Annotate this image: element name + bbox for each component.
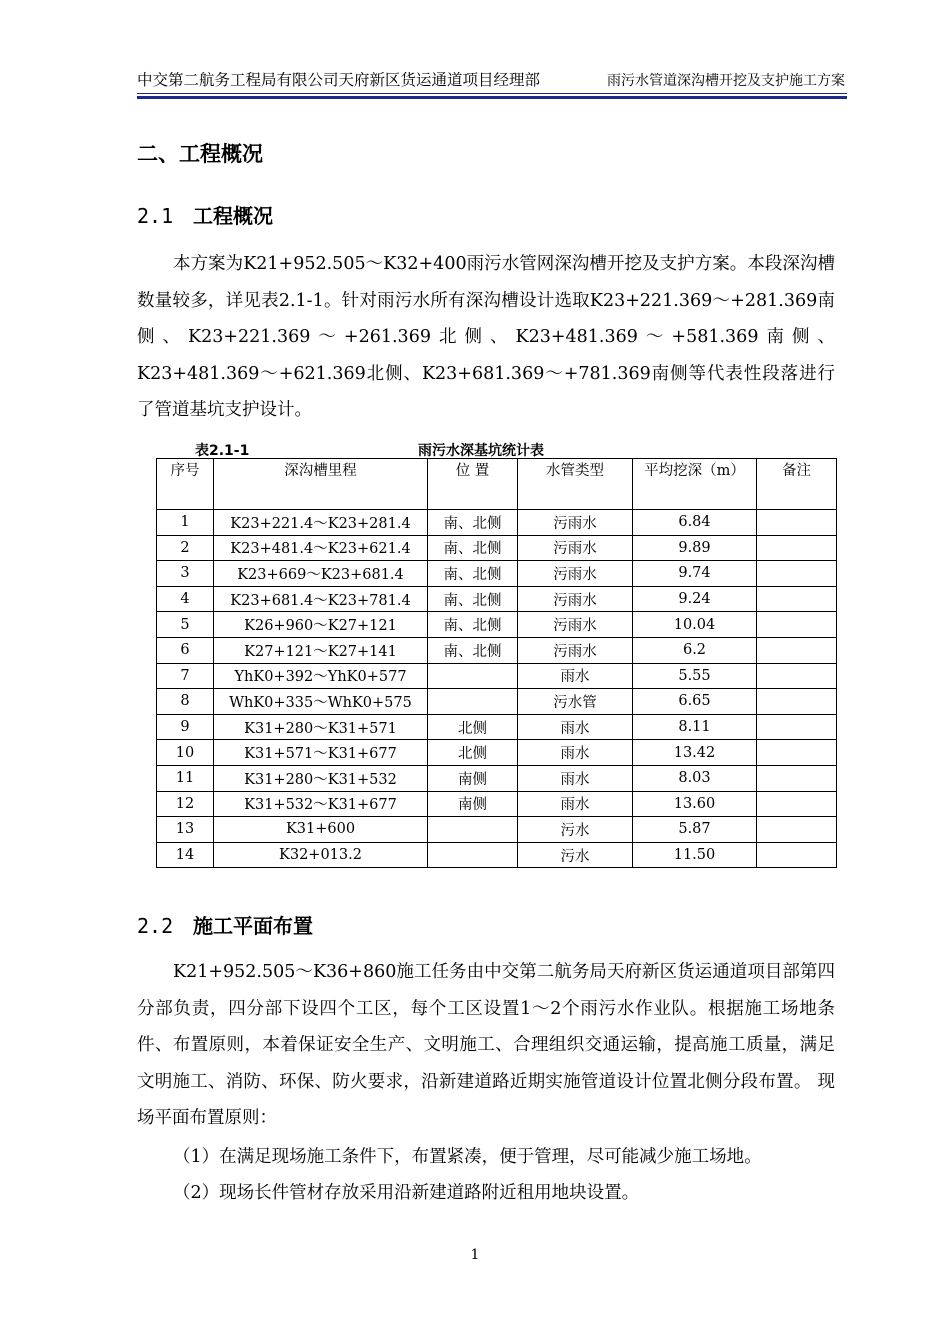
list-item-2-text: （2）现场长件管材存放采用沿新建道路附近租用地块设置。: [173, 1183, 640, 1203]
table-cell: [757, 689, 837, 715]
table-cell: K23+481.4～K23+621.4: [214, 535, 428, 561]
heading-2-2: [137, 910, 313, 939]
table-body: [157, 510, 837, 868]
table-cell: K31+571～K31+677: [214, 740, 428, 766]
table-row: [157, 612, 837, 638]
table-cell: 南、北侧: [428, 612, 518, 638]
table-cell: 12: [157, 791, 214, 817]
table-cell: 污雨水: [518, 510, 633, 536]
table-cell: 雨水: [518, 740, 633, 766]
table-cell: 4: [157, 586, 214, 612]
table-cell: [757, 817, 837, 843]
table-cell: 14: [157, 842, 214, 868]
table-cell: [757, 740, 837, 766]
header-company: 中交第二航务工程局有限公司天府新区货运通道项目经理部: [137, 71, 541, 89]
table-cell: 8.03: [633, 765, 757, 791]
stats-table: [156, 458, 837, 868]
table-cell: [757, 842, 837, 868]
header-cell: 水管类型: [518, 459, 633, 510]
table-cell: 10.04: [633, 612, 757, 638]
table-cell: K31+532～K31+677: [214, 791, 428, 817]
table-cell: 13.60: [633, 791, 757, 817]
table-cell: 污水管: [518, 689, 633, 715]
table-cell: [757, 765, 837, 791]
table-row: [157, 765, 837, 791]
table-row: [157, 714, 837, 740]
table-cell: WhK0+335～WhK0+575: [214, 689, 428, 715]
table-cell: 雨水: [518, 791, 633, 817]
table-cell: [428, 689, 518, 715]
table-cell: 13.42: [633, 740, 757, 766]
table-label: 表2.1-1: [195, 443, 250, 459]
table-cell: 污雨水: [518, 561, 633, 587]
table-cell: YhK0+392～YhK0+577: [214, 663, 428, 689]
table-cell: K23+669～K23+681.4: [214, 561, 428, 587]
table-cell: 5.55: [633, 663, 757, 689]
header-doc-title: 雨污水管道深沟槽开挖及支护施工方案: [607, 73, 845, 89]
table-cell: 2: [157, 535, 214, 561]
header-rule-thick: [137, 96, 847, 99]
table-cell: 雨水: [518, 765, 633, 791]
table-row: [157, 842, 837, 868]
table-cell: [428, 842, 518, 868]
table-row: [157, 663, 837, 689]
table-row: [157, 535, 837, 561]
table-cell: [757, 612, 837, 638]
table-cell: K23+681.4～K23+781.4: [214, 586, 428, 612]
table-cell: 11.50: [633, 842, 757, 868]
table-cell: [428, 817, 518, 843]
table-cell: 8.11: [633, 714, 757, 740]
table-cell: [757, 510, 837, 536]
table-row: [157, 637, 837, 663]
table-cell: 南、北侧: [428, 561, 518, 587]
paragraph-2-1-text: 本方案为K21+952.505〜K32+400雨污水管网深沟槽开挖及支护方案。本段深沟槽数量较多，详见表2.1-1。针对雨污水所有深沟槽设计选取K23+221.369～+281.369南侧、K23+221.369～+261.369北侧、K23+481.369～+581.369南侧、K23+481.369～+621.369北侧、K23+681.369～+781.369南侧等代表性段落进行了管道基坑支护设计。: [137, 254, 835, 420]
table-cell: 10: [157, 740, 214, 766]
table-cell: 南、北侧: [428, 586, 518, 612]
table-cell: 北侧: [428, 714, 518, 740]
table-cell: K31+280～K31+571: [214, 714, 428, 740]
table-cell: 污水: [518, 817, 633, 843]
table-cell: 南侧: [428, 791, 518, 817]
table-cell: 9.89: [633, 535, 757, 561]
header-cell: 平均挖深（m）: [633, 459, 757, 510]
table-cell: [757, 586, 837, 612]
table-cell: 6: [157, 637, 214, 663]
table-cell: 9.74: [633, 561, 757, 587]
table-cell: 雨水: [518, 714, 633, 740]
table-cell: 6.84: [633, 510, 757, 536]
list-item-1: [137, 1139, 835, 1176]
table-row: [157, 689, 837, 715]
header-rule-thin: [137, 93, 847, 94]
table-cell: [428, 663, 518, 689]
table-cell: 5: [157, 612, 214, 638]
table-cell: 污雨水: [518, 612, 633, 638]
table-row: [157, 817, 837, 843]
heading-2-1-number: 2.1: [137, 204, 174, 228]
table-row: [157, 740, 837, 766]
table-cell: [757, 561, 837, 587]
paragraph-2-2-text: K21+952.505～K36+860施工任务由中交第二航务局天府新区货运通道项目部第四分部负责，四分部下设四个工区，每个工区设置1～2个雨污水作业队。根据施工场地条件、布置原则，本着保证安全生产、文明施工、合理组织交通运输，提高施工质量，满足文明施工、消防、环保、防火要求，沿新建道路近期实施管道设计位置北侧分段布置。 现场平面布置原则：: [137, 962, 835, 1128]
table-cell: 8: [157, 689, 214, 715]
table-cell: 南、北侧: [428, 535, 518, 561]
table-cell: 9: [157, 714, 214, 740]
table-row: [157, 586, 837, 612]
paragraph-2-2: [137, 954, 835, 1137]
table-cell: 3: [157, 561, 214, 587]
table-cell: 5.87: [633, 817, 757, 843]
page-number: 1: [470, 1247, 480, 1263]
heading-2-1-title: 工程概况: [193, 204, 273, 228]
table-cell: 污雨水: [518, 586, 633, 612]
table-cell: [757, 791, 837, 817]
table-cell: K31+280～K31+532: [214, 765, 428, 791]
heading-2-2-title: 施工平面布置: [193, 914, 313, 938]
table-cell: 9.24: [633, 586, 757, 612]
header-cell: 位 置: [428, 459, 518, 510]
table-cell: K31+600: [214, 817, 428, 843]
table-cell: K23+221.4～K23+281.4: [214, 510, 428, 536]
table-cell: 11: [157, 765, 214, 791]
table-cell: [757, 663, 837, 689]
table-row: [157, 510, 837, 536]
table-cell: 13: [157, 817, 214, 843]
table-cell: 北侧: [428, 740, 518, 766]
table-cell: 7: [157, 663, 214, 689]
table-header-row: [157, 459, 837, 510]
list-item-1-text: （1）在满足现场施工条件下，布置紧凑，便于管理，尽可能减少施工场地。: [173, 1147, 762, 1167]
section-title: 二、工程概况: [137, 142, 263, 166]
table-title: 雨污水深基坑统计表: [418, 443, 544, 459]
paragraph-2-1: [137, 246, 835, 429]
table-row: [157, 561, 837, 587]
table-cell: K32+013.2: [214, 842, 428, 868]
table-cell: 6.2: [633, 637, 757, 663]
table-cell: [757, 637, 837, 663]
list-item-2: [137, 1175, 835, 1212]
table-cell: 南、北侧: [428, 637, 518, 663]
header-cell: 备注: [757, 459, 837, 510]
table-cell: 污水: [518, 842, 633, 868]
table-row: [157, 791, 837, 817]
table-cell: 南侧: [428, 765, 518, 791]
table-cell: 污雨水: [518, 535, 633, 561]
table-cell: [757, 535, 837, 561]
table-cell: K26+960～K27+121: [214, 612, 428, 638]
table-cell: 南、北侧: [428, 510, 518, 536]
table-cell: 6.65: [633, 689, 757, 715]
table-cell: 1: [157, 510, 214, 536]
heading-2-2-number: 2.2: [137, 914, 174, 938]
table-cell: [757, 714, 837, 740]
table-cell: 雨水: [518, 663, 633, 689]
header-cell: 序号: [157, 459, 214, 510]
table-cell: K27+121～K27+141: [214, 637, 428, 663]
table-cell: 污雨水: [518, 637, 633, 663]
page-header: [137, 70, 847, 90]
heading-2-1: [137, 200, 273, 229]
header-cell: 深沟槽里程: [214, 459, 428, 510]
